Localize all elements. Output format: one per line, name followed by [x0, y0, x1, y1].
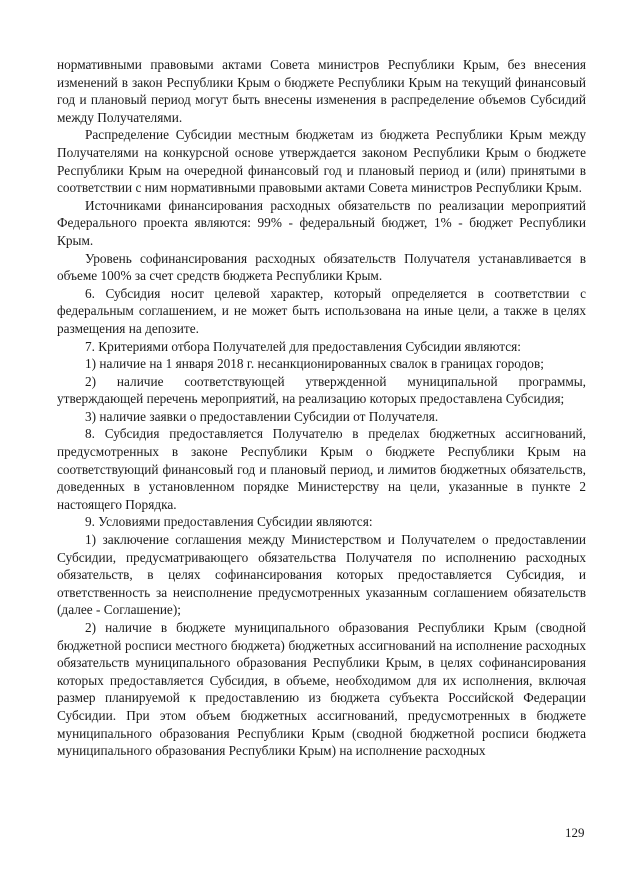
paragraph-criterion-3: 3) наличие заявки о предоставлении Субсидии от Получателя. [85, 408, 439, 424]
paragraph-item-8: 8. Субсидия предоставляется Получателю в пределах бюджетных ассигнований, предусмотренных в законе Республики Крым о бюджете Республики Крым на соответствующий финансовый год и плановый период, и лимитов бюджетных обязательств, доведенных в установленном порядке Министерству на цели, указанные в пункте 2 настоящего Порядка. [57, 426, 586, 512]
paragraph-subsidy-distribution: Распределение Субсидии местным бюджетам из бюджета Республики Крым между Получателями на конкурсной основе утверждается законом Республики Крым о бюджете Республики Крым на очередной финансовый год и плановый период и (или) принятыми в соответствии с ним нормативными правовыми актами Совета министров Республики Крым. [57, 127, 586, 196]
paragraph-item-9: 9. Условиями предоставления Субсидии являются: [85, 514, 373, 530]
paragraph-continuation: нормативными правовыми актами Совета министров Республики Крым, без внесения изменений в закон Республики Крым о бюджете Республики Крым на текущий финансовый год и плановый период могут быть внесены изменения в распределение объемов Субсидий между Получателями. [57, 57, 586, 125]
paragraph-criterion-2: 2) наличие соответствующей утвержденной муниципальной программы, утверждающей перечень мероприятий, на реализацию которых предоставлена Субсидия; [57, 373, 586, 407]
paragraph-funding-sources: Источниками финансирования расходных обязательств по реализации мероприятий Федерального проекта являются: 99% - федеральный бюджет, 1% - бюджет Республики Крым. [57, 197, 586, 248]
paragraph-condition-2: 2) наличие в бюджете муниципального образования Республики Крым (сводной бюджетной росписи местного бюджета) бюджетных ассигнований на исполнение расходных обязательств муниципального образования Республики Крым, в целях софинансирования которых предоставляется Субсидия, в объеме, необходимом для их исполнения, включая размер планируемой к предоставлению из бюджета субъекта Российской Федерации Субсидии. При этом объем бюджетных ассигнований, предусмотренных в бюджете муниципального образования Республики Крым (сводной бюджетной росписи бюджета муниципального образования Республики Крым) на исполнение расходных [57, 620, 586, 759]
paragraph-condition-1: 1) заключение соглашения между Министерством и Получателем о предоставлении Субсидии, предусматривающего обязательства Получателя по исполнению расходных обязательств, в целях софинансирования которых предоставляется Субсидия, и ответственность за неисполнение предусмотренных указанным соглашением обязательств (далее - Соглашение); [57, 532, 586, 618]
paragraph-item-6: 6. Субсидия носит целевой характер, который определяется в соответствии с федеральным соглашением, и не может быть использована на иные цели, а также в целях размещения на депозите. [57, 285, 586, 336]
paragraph-cofinancing-level: Уровень софинансирования расходных обязательств Получателя устанавливается в объеме 100% за счет средств бюджета Республики Крым. [57, 250, 586, 284]
paragraph-criterion-1: 1) наличие на 1 января 2018 г. несанкционированных свалок в границах городов; [85, 356, 544, 372]
page-number: 129 [565, 825, 585, 840]
paragraph-item-7: 7. Критериями отбора Получателей для предоставления Субсидии являются: [85, 338, 521, 354]
